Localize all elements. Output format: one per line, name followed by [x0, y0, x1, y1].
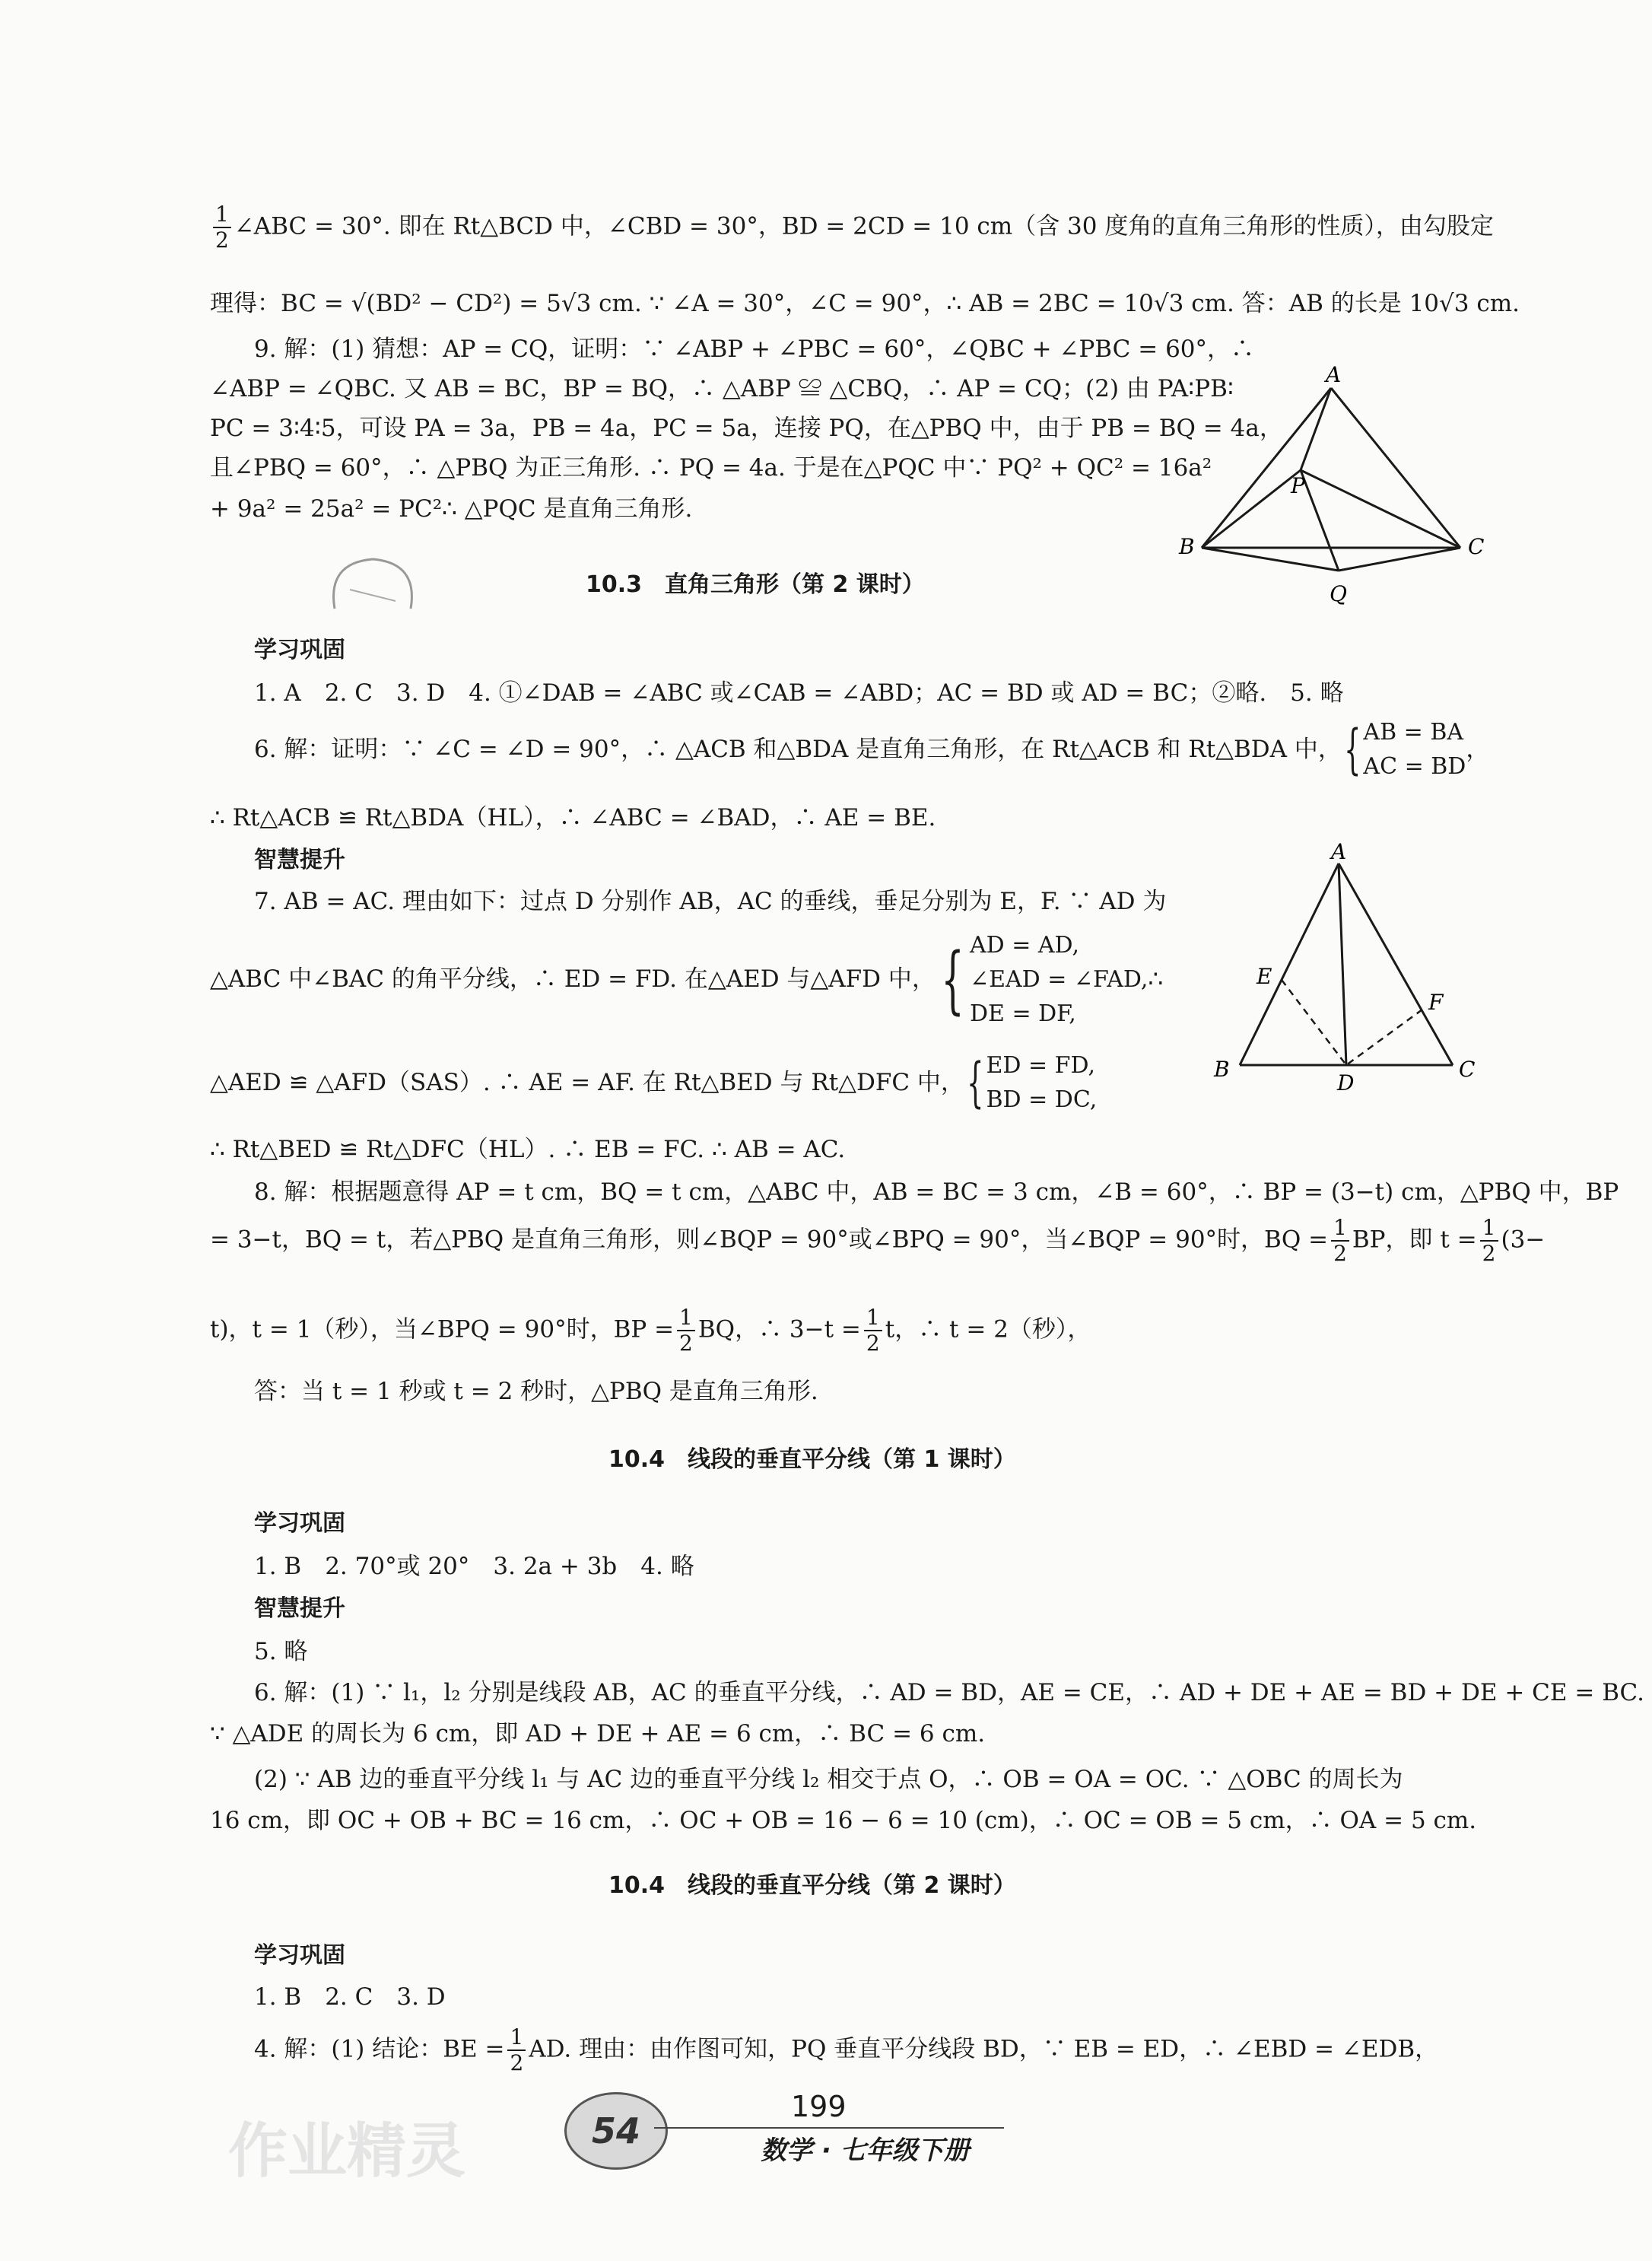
q6-line-4: 16 cm，即 OC + OB + BC = 16 cm，∴ OC + OB = 16 − 6 = 10 (cm)，∴ OC = OB = 5 cm，∴ OA = 5 cm. [210, 1807, 1477, 1834]
q8-line-2: = 3−t，BQ = t，若△PBQ 是直角三角形，则∠BQP = 90°或∠BPQ = 90°，当∠BQP = 90°时，BQ = $\frac{1}{2}$ BP，即 t = $\frac{1}{2}$ (3− [210, 1215, 1546, 1266]
q9-line: 且∠PBQ = 60°，∴ △PBQ 为正三角形. ∴ PQ = 4a. 于是在△PQC 中∵ PQ² + QC² = 16a² [210, 454, 1212, 482]
q7-line-1: 7. AB = AC. 理由如下：过点 D 分别作 AB，AC 的垂线，垂足分别为 E，F. ∵ AD 为 [254, 888, 1167, 915]
point-label-F: F [1428, 990, 1444, 1015]
footer-rule [654, 2127, 1004, 2129]
q8-line-3: t)，t = 1（秒），当∠BPQ = 90°时，BP = $\frac{1}{2}$ BQ，∴ 3−t = $\frac{1}{2}$ t，∴ t = 2（秒）， [210, 1305, 1091, 1356]
q9-line: ∠ABP = ∠QBC. 又 AB = BC，BP = BQ，∴ △ABP ≌ △CBQ，∴ AP = CQ；(2) 由 PA∶PB∶ [210, 375, 1234, 402]
point-label-C: C [1459, 1057, 1476, 1082]
point-label-Q: Q [1330, 581, 1347, 606]
fraction: $\frac{1}{2}$ [1331, 1217, 1349, 1264]
point-label-A: A [1326, 365, 1342, 387]
top-line-2: 理得：BC = √(BD² − CD²) = 5√3 cm. ∵ ∠A = 30°，∠C = 90°，∴ AB = 2BC = 10√3 cm. 答：AB 的长是 10√3 cm. [210, 290, 1520, 317]
q8-line-1: 8. 解：根据题意得 AP = t cm，BQ = t cm，△ABC 中，AB = BC = 3 cm，∠B = 60°，∴ BP = (3−t) cm，△PBQ 中，BP [254, 1178, 1619, 1206]
subheading-advance: 智慧提升 [254, 1595, 345, 1622]
triangle-figure-q9 [1171, 365, 1521, 624]
q6-line-3: (2) ∵ AB 边的垂直平分线 l₁ 与 AC 边的垂直平分线 l₂ 相交于点 O，∴ OB = OA = OC. ∵ △OBC 的周长为 [254, 1766, 1403, 1793]
q6-line-1: 6. 解：(1) ∵ l₁，l₂ 分别是线段 AB，AC 的垂直平分线，∴ AD = BD，AE = CE，∴ AD + DE + AE = BD + DE + CE = BC. [254, 1679, 1645, 1706]
point-label-C: C [1468, 534, 1485, 559]
fraction: $\frac{1}{2}$ [864, 1307, 882, 1354]
fraction: $\frac{1}{2}$ [1480, 1217, 1498, 1264]
left-brace: { [941, 937, 964, 1022]
left-brace: { [967, 1051, 984, 1114]
q9-line: 9. 解：(1) 猜想：AP = CQ，证明：∵ ∠ABP + ∠PBC = 60°，∠QBC + ∠PBC = 60°，∴ [254, 335, 1255, 363]
badge-54: 54 [564, 2092, 668, 2170]
subheading-study: 学习巩固 [254, 637, 345, 663]
subheading-study: 学习巩固 [254, 1942, 345, 1969]
stamp-mark [319, 548, 426, 616]
q9-line: PC = 3∶4∶5，可设 PA = 3a，PB = 4a，PC = 5a，连接 PQ，在△PBQ 中，由于 PB = BQ = 4a， [210, 415, 1283, 442]
q6-line-2: ∴ Rt△ACB ≌ Rt△BDA（HL），∴ ∠ABC = ∠BAD，∴ AE = BE. [210, 804, 936, 832]
fraction: $\frac{1}{2}$ [677, 1307, 695, 1354]
top-line-1: $\frac{1}{2}$ ∠ABC = 30°. 即在 Rt△BCD 中，∠CBD = 30°，BD = 2CD = 10 cm（含 30 度角的直角三角形的性质），由勾股定 [210, 204, 1494, 251]
q7-line-4: ∴ Rt△BED ≌ Rt△DFC（HL）. ∴ EB = FC. ∴ AB = AC. [210, 1136, 846, 1163]
fraction: $\frac{1}{2}$ [507, 2027, 526, 2074]
point-label-B: B [1179, 534, 1195, 559]
q8-answer: 答：当 t = 1 秒或 t = 2 秒时，△PBQ 是直角三角形. [254, 1378, 818, 1405]
fraction: $\frac{1}{2}$ [213, 204, 231, 251]
point-label-B: B [1214, 1057, 1230, 1082]
answers-line: 1. B 2. 70°或 20° 3. 2a + 3b 4. 略 [254, 1553, 694, 1580]
q7-line-2: △ABC 中∠BAC 的角平分线，∴ ED = FD. 在△AED 与△AFD 中， { AD = AD, ∠EAD = ∠FAD, DE = DF, ∴ [210, 932, 1164, 1027]
answers-line: 1. A 2. C 3. D 4. ①∠DAB = ∠ABC 或∠CAB = ∠ABD；AC = BD 或 AD = BC；②略. 5. 略 [254, 679, 1344, 707]
left-brace: { [1344, 718, 1361, 781]
q6-line-2: ∵ △ADE 的周长为 6 cm，即 AD + DE + AE = 6 cm，∴ BC = 6 cm. [210, 1720, 986, 1747]
q7-line-3: △AED ≌ △AFD（SAS）. ∴ AE = AF. 在 Rt△BED 与 Rt△DFC 中， { ED = FD, BD = DC, [210, 1051, 1098, 1114]
q6-line-1: 6. 解：证明：∵ ∠C = ∠D = 90°，∴ △ACB 和△BDA 是直角三角形，在 Rt△ACB 和 Rt△BDA 中， { AB = BA AC = BD ， [254, 718, 1490, 781]
q9-line: + 9a² = 25a² = PC²∴ △PQC 是直角三角形. [210, 495, 693, 523]
subheading-advance: 智慧提升 [254, 847, 345, 873]
watermark: 作业精灵 [228, 2117, 466, 2186]
q5-line: 5. 略 [254, 1638, 308, 1665]
subheading-study: 学习巩固 [254, 1510, 345, 1537]
q4-line: 4. 解：(1) 结论：BE = $\frac{1}{2}$ AD. 理由：由作图可知，PQ 垂直平分线段 BD，∵ EB = ED，∴ ∠EBD = ∠EDB， [254, 2024, 1439, 2075]
page-number: 199 [791, 2090, 847, 2123]
point-label-A: A [1331, 841, 1347, 864]
book-title: 数学 · 七年级下册 [761, 2135, 970, 2166]
section-title-10-4-2: 10.4 线段的垂直平分线（第 2 课时） [608, 1872, 1016, 1899]
point-label-E: E [1256, 964, 1272, 989]
answers-line: 1. B 2. C 3. D [254, 1983, 446, 2011]
section-title-10-4-1: 10.4 线段的垂直平分线（第 1 课时） [608, 1446, 1016, 1473]
point-label-P: P [1291, 473, 1305, 498]
point-label-D: D [1337, 1070, 1355, 1096]
triangle-figure-q7 [1202, 841, 1506, 1099]
section-title-10-3: 10.3 直角三角形（第 2 课时） [586, 571, 925, 598]
